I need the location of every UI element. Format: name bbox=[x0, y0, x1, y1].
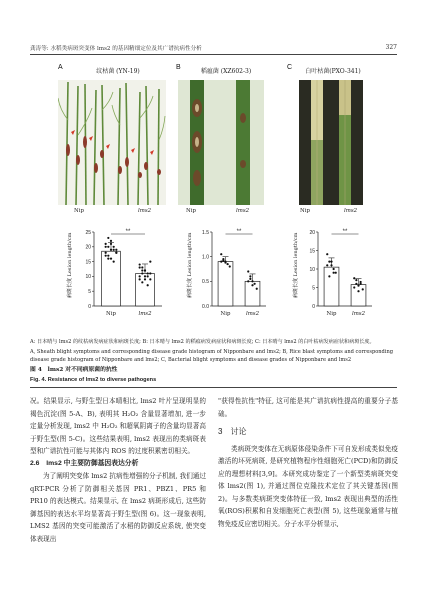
sheath-blight-data-point bbox=[139, 263, 141, 265]
sheath-blight-data-point bbox=[110, 258, 112, 260]
panel-title-b: 稻瘟菌 (XZ602-3) bbox=[200, 68, 252, 75]
rice-blast-y-tick-label: 1.5 bbox=[202, 229, 209, 236]
rice-blast-data-point bbox=[247, 270, 249, 272]
bacterial-blight-data-point bbox=[330, 264, 332, 266]
body-paragraph: 类病斑突变体在无病原体侵染条件下可自发形成类似免疫激活的坏死病斑, 是研究植物程序性细胞死亡(PCD)和防御反应的理想材料[3,9]。本研究成功鉴定了一个新型类病斑突变体 lms2(图 1), 并通过图位克隆技术定位了其关键基因(图 2)。与多数类病斑突变体特征一致, lms2 表现出典型的活性氧(ROS)积累和自发细胞死亡表型(图 5), 这些现象通常与植物免疫反应密切相关。分子水平分析显示, bbox=[218, 444, 398, 528]
sheath-blight-data-point bbox=[147, 284, 149, 286]
sheath-blight-data-point bbox=[147, 275, 149, 277]
rice-blast-y-tick-label: 0.5 bbox=[202, 279, 209, 286]
bacterial-blight-x-tick-label: Nip bbox=[326, 311, 337, 317]
bacterial-blight-data-point bbox=[326, 253, 328, 255]
bacterial-blight-data-point bbox=[357, 285, 359, 287]
bacterial-blight-y-tick-label: 0 bbox=[312, 303, 315, 310]
photo-b-label-lms2: lms2 bbox=[236, 208, 250, 214]
panel-title-c: 白叶枯菌(PXO-341) bbox=[305, 68, 361, 75]
sheath-blight-data-point bbox=[115, 249, 117, 251]
rice-blast-x-tick-label: lms2 bbox=[245, 311, 260, 317]
sheath-blight-data-point bbox=[110, 240, 112, 242]
rice-blast-data-point bbox=[220, 261, 222, 263]
chart-a-ytitle: 病斑长度 Lesion length/cm bbox=[67, 232, 73, 298]
rice-blast-data-point bbox=[254, 283, 256, 285]
rice-blast-data-point bbox=[249, 278, 251, 280]
rice-blast-significance-label: ** bbox=[236, 229, 242, 235]
rice-blast-data-point bbox=[220, 253, 222, 255]
panel-letter-b: B bbox=[176, 64, 181, 71]
header-rule bbox=[30, 54, 397, 55]
sheath-blight-data-point bbox=[105, 255, 107, 257]
rice-blast-x-tick-label: Nip bbox=[220, 311, 231, 317]
section-heading: 3 讨论 bbox=[218, 427, 247, 436]
rice-blast-data-point bbox=[256, 288, 258, 290]
sheath-blight-data-point bbox=[141, 269, 143, 271]
body-paragraph: 况。结果显示, 与野生型日本晴相比, lms2 叶片呈现明显的褐色沉淀(图 5-A、B), 表明其 H₂O₂ 含量显著增加, 进一步定量分析发现, lms2 中 H₂O₂ 和超氧阴离子的含量均显著高于野生型(图 5-C)。这些结果表明, lms2 表现出的类病斑表型和广谱抗性可能与其体内 ROS 的过度积累密切相关。 bbox=[30, 397, 206, 455]
bacterial-blight-y-tick-label: 10 bbox=[309, 266, 315, 273]
rice-blast-y-tick-label: 0.0 bbox=[202, 303, 209, 310]
sheath-blight-y-tick-label: 25 bbox=[85, 229, 91, 236]
sheath-blight-data-point bbox=[144, 269, 146, 271]
sheath-blight-data-point bbox=[107, 246, 109, 248]
section-subhead: 2.6 lms2 中主要防御基因表达分析 bbox=[30, 459, 139, 467]
sheath-blight-x-tick-label: lms2 bbox=[138, 311, 152, 317]
photo-c-label-lms2: lms2 bbox=[344, 208, 358, 214]
rice-blast-data-point bbox=[251, 284, 253, 286]
body-paragraph: "获得性抗性"特征, 这可能是其广谱抗病性提高的重要分子基础。 bbox=[218, 397, 398, 418]
sheath-blight-data-point bbox=[105, 243, 107, 245]
body-paragraph: 为了阐明突变体 lms2 抗病性增强的分子机制, 我们通过 qRT-PCR 分析了防御相关基因 PR1、PBZ1、PR5 和 PR10 的表达模式。结果显示, 在 lms2 病斑形成后, 这些防御基因的表达水平均显著高于野生型(图 6)。这一现象表明, LMS2 基因的突变可能激活了水稻的防御反应系统, 使突变体表现出 bbox=[30, 472, 206, 543]
bacterial-blight-data-point bbox=[357, 290, 359, 292]
bacterial-blight-y-tick-label: 20 bbox=[309, 229, 315, 236]
sheath-blight-data-point bbox=[115, 252, 117, 254]
sheath-blight-y-tick-label: 10 bbox=[85, 274, 91, 281]
rice-blast-data-point bbox=[249, 275, 251, 277]
running-head: 龚涛等: 水稻类病斑突变体 lms2 的基因精细定位及其广谱抗病性分析 bbox=[30, 46, 202, 52]
sheath-blight-data-point bbox=[144, 278, 146, 280]
sheath-blight-data-point bbox=[141, 272, 143, 274]
bacterial-blight-data-point bbox=[333, 272, 335, 274]
sheath-blight-data-point bbox=[149, 261, 151, 263]
caption-rule bbox=[30, 387, 397, 388]
photo-c-label-nip: Nip bbox=[300, 208, 310, 214]
bacterial-blight-x-tick-label: lms2 bbox=[351, 311, 366, 317]
sheath-blight-data-point bbox=[105, 252, 107, 254]
bacterial-blight-data-point bbox=[335, 272, 337, 274]
sheath-blight-y-tick-label: 5 bbox=[88, 289, 91, 295]
sheath-blight-y-tick-label: 15 bbox=[85, 259, 91, 266]
rice-blast-data-point bbox=[224, 261, 226, 263]
figure-title-cn: 图 4 lms2 对不同病原菌的抗性 bbox=[30, 367, 118, 373]
sheath-blight-data-point bbox=[139, 266, 141, 268]
sheath-blight-data-point bbox=[110, 249, 112, 251]
bacterial-blight-y-tick-label: 5 bbox=[312, 285, 315, 292]
bacterial-blight-data-point bbox=[360, 283, 362, 285]
panel-letter-a: A bbox=[58, 64, 63, 71]
rice-blast-bar bbox=[218, 262, 233, 306]
rice-blast-y-tick-label: 1.0 bbox=[202, 254, 209, 261]
chart-c-ytitle: 病斑长度 Lesion length/cm bbox=[293, 232, 299, 298]
rice-blast-data-point bbox=[251, 280, 253, 282]
body-right-column bbox=[218, 395, 398, 530]
bacterial-blight-significance-label: ** bbox=[342, 229, 348, 235]
rice-blast-data-point bbox=[229, 265, 231, 267]
sheath-blight-significance-label: ** bbox=[125, 229, 131, 235]
rice-blast-data-point bbox=[247, 280, 249, 282]
sheath-blight-data-point bbox=[141, 266, 143, 268]
figure-caption-cn: A: 日本晴与 lms2 的纹枯病发病症状和病斑长度; B: 日本晴与 lms2 的稻瘟病发病症状和病斑长度; C: 日本晴与 lms2 的白叶枯病发病症状和病斑长度。 bbox=[30, 339, 375, 345]
bacterial-blight-photo bbox=[299, 80, 363, 205]
photo-a-label-lms2: lms2 bbox=[138, 208, 152, 214]
photo-b-label-nip: Nip bbox=[186, 208, 196, 214]
sheath-blight-data-point bbox=[107, 255, 109, 257]
bacterial-blight-data-point bbox=[353, 286, 355, 288]
bacterial-blight-data-point bbox=[326, 264, 328, 266]
sheath-blight-x-tick-label: Nip bbox=[106, 311, 116, 317]
rice-blast-chart bbox=[196, 222, 272, 322]
bacterial-blight-data-point bbox=[328, 275, 330, 277]
rice-blast-data-point bbox=[227, 263, 229, 265]
photo-a-label-nip: Nip bbox=[74, 208, 84, 214]
sheath-blight-data-point bbox=[113, 261, 115, 263]
sheath-blight-data-point bbox=[113, 249, 115, 251]
sheath-blight-data-point bbox=[139, 278, 141, 280]
sheath-blight-data-point bbox=[107, 237, 109, 239]
sheath-blight-data-point bbox=[107, 258, 109, 260]
bacterial-blight-data-point bbox=[328, 261, 330, 263]
sheath-blight-data-point bbox=[147, 272, 149, 274]
chart-b-ytitle: 病斑长度 Lesion length/cm bbox=[187, 232, 193, 298]
bacterial-blight-data-point bbox=[330, 261, 332, 263]
panel-letter-c: C bbox=[287, 64, 293, 71]
sheath-blight-data-point bbox=[141, 281, 143, 283]
figure-title-en: Fig. 4. Resistance of lms2 to diverse pathogens bbox=[30, 377, 157, 383]
bacterial-blight-data-point bbox=[355, 283, 357, 285]
body-left-column bbox=[30, 395, 206, 545]
figure-caption-en: A, Sheath blight symptoms and corresponding disease grade histogram of Nipponbare and lms2; B, Rice blast symptoms and corresponding disease grade histogram of Nipponbare and lms2; C, Bacterial blight symptoms and disease grades of Nipponbare and lms2 bbox=[30, 349, 393, 364]
bacterial-blight-data-point bbox=[362, 288, 364, 290]
bacterial-blight-data-point bbox=[353, 277, 355, 279]
sheath-blight-chart bbox=[78, 222, 168, 322]
sheath-blight-data-point bbox=[139, 275, 141, 277]
sheath-blight-y-tick-label: 20 bbox=[85, 244, 91, 251]
sheath-blight-y-tick-label: 0 bbox=[88, 303, 91, 310]
sheath-blight-data-point bbox=[149, 272, 151, 274]
sheath-blight-data-point bbox=[110, 243, 112, 245]
bacterial-blight-data-point bbox=[333, 268, 335, 270]
bacterial-blight-data-point bbox=[355, 279, 357, 281]
sheath-blight-data-point bbox=[113, 246, 115, 248]
sheath-blight-photo bbox=[58, 80, 166, 205]
bacterial-blight-chart bbox=[302, 222, 378, 322]
sheath-blight-data-point bbox=[149, 278, 151, 280]
sheath-blight-data-point bbox=[105, 246, 107, 248]
page-number: 327 bbox=[385, 44, 397, 51]
bacterial-blight-y-tick-label: 15 bbox=[309, 248, 315, 255]
rice-blast-photo bbox=[178, 80, 264, 205]
sheath-blight-data-point bbox=[144, 275, 146, 277]
rice-blast-data-point bbox=[222, 260, 224, 262]
panel-title-a: 纹枯菌 (YN-19) bbox=[96, 68, 140, 75]
